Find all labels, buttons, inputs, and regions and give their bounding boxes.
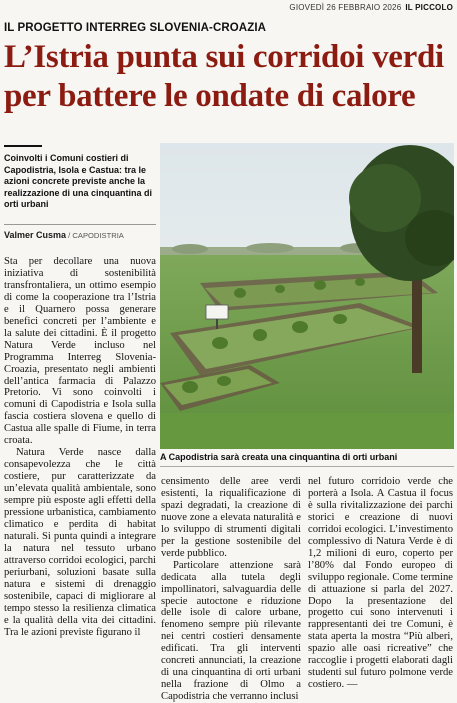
headline-line-2: per battere le ondate di calore <box>4 78 416 114</box>
summary-divider <box>4 145 42 147</box>
newspaper-name: IL PICCOLO <box>405 3 453 12</box>
text-column-1 <box>4 256 156 639</box>
byline-separator: / <box>66 231 73 240</box>
paragraph: Particolare attenzione sarà dedicata alla tutela degli impollinatori, salvaguardia delle specie autoctone e riduzione delle isole di calore urbane, fenomeno sempre più rilevante nei centri costieri densamente edificati. Tra gli interventi concreti annunciati, la creazione di una cinquantina di orti urbani nella frazione di Olmo a Capodistria che verranno inclusi <box>161 559 301 703</box>
paragraph: censimento delle aree verdi esistenti, la riqualificazione di spazi degradati, la creazione di nuove zone a elevata naturalità e lo sviluppo di strumenti digitali per la gestione sostenibile del verde pubblico. <box>161 476 301 559</box>
byline <box>4 230 159 240</box>
text-column-3 <box>308 476 453 691</box>
author-name: Valmer Cusma <box>4 230 67 240</box>
byline-divider <box>4 224 156 225</box>
headline-line-1: L’Istria punta sui corridoi verdi <box>4 39 444 75</box>
article-kicker: IL PROGETTO INTERREG SLOVENIA-CROAZIA <box>4 22 267 34</box>
article-summary: Coinvolti i Comuni costieri di Capodistria, Isola e Castua: tra le azioni concrete previste anche la realizzazione di una cinquantina di orti urbani <box>4 153 153 210</box>
article-headline <box>4 38 454 116</box>
photo-caption: A Capodistria sarà creata una cinquantina di orti urbani <box>160 452 398 462</box>
text-column-2 <box>161 476 301 703</box>
caption-divider <box>160 466 454 467</box>
page-header <box>4 3 453 14</box>
issue-date: GIOVEDÌ 26 FEBBRAIO 2026 <box>289 3 402 12</box>
paragraph: Sta per decollare una nuova iniziativa di sostenibilità transfrontaliera, un ottimo esempio di come la cooperazione tra l’Istria e il Quarnero possa generare benefici concreti per l’ambiente e la salute dei cittadini. È il progetto Natura Verde incluso nel Programma Interreg Slovenia-Croazia, presentato negli ambienti dell’antica farmacia di Palazzo Pretorio. Vi sono coinvolti i comuni di Capodistria e Isola sulla fascia costiera slovena e quello di Castua alle spalle di Fiume, in terra croata. <box>4 256 156 447</box>
paragraph: Natura Verde nasce dalla consapevolezza che le città costiere, pur caratterizzate da un’elevata qualità ambientale, sono sempre più esposte agli effetti della pressione urbanistica, cambiamento climatico e perdita di habitat naturali. Si punta quindi a integrare la natura nel tessuto urbano attraverso corridoi ecologici, parchi periurbani, soluzioni basate sulla natura e sistemi di drenaggio sostenibile, capaci di migliorare al tempo stesso la resilienza climatica e la qualità della vita dei cittadini. Tra le azioni previste figurano il <box>4 447 156 638</box>
paragraph: nel futuro corridoio verde che porterà a Isola. A Castua il focus è sulla rivitalizzazione dei parchi storici e creazione di nuovi corridoi ecologici. L’investimento complessivo di Natura Verde è di 1,2 milioni di euro, coperto per l’80% dal Fondo europeo di sviluppo regionale. Come termine di attuazione si parla del 2027. Dopo la presentazione del progetto cui sono intervenuti i rappresentanti dei tre Comuni, è stata aperta la mostra “Più alberi, spazio alle oasi ricreative” che raccoglie i progetti elaborati dagli studenti sul futuro polmone verde costiero. — <box>308 476 453 691</box>
dateline-location: CAPODISTRIA <box>72 231 124 240</box>
article-photo <box>160 143 454 449</box>
